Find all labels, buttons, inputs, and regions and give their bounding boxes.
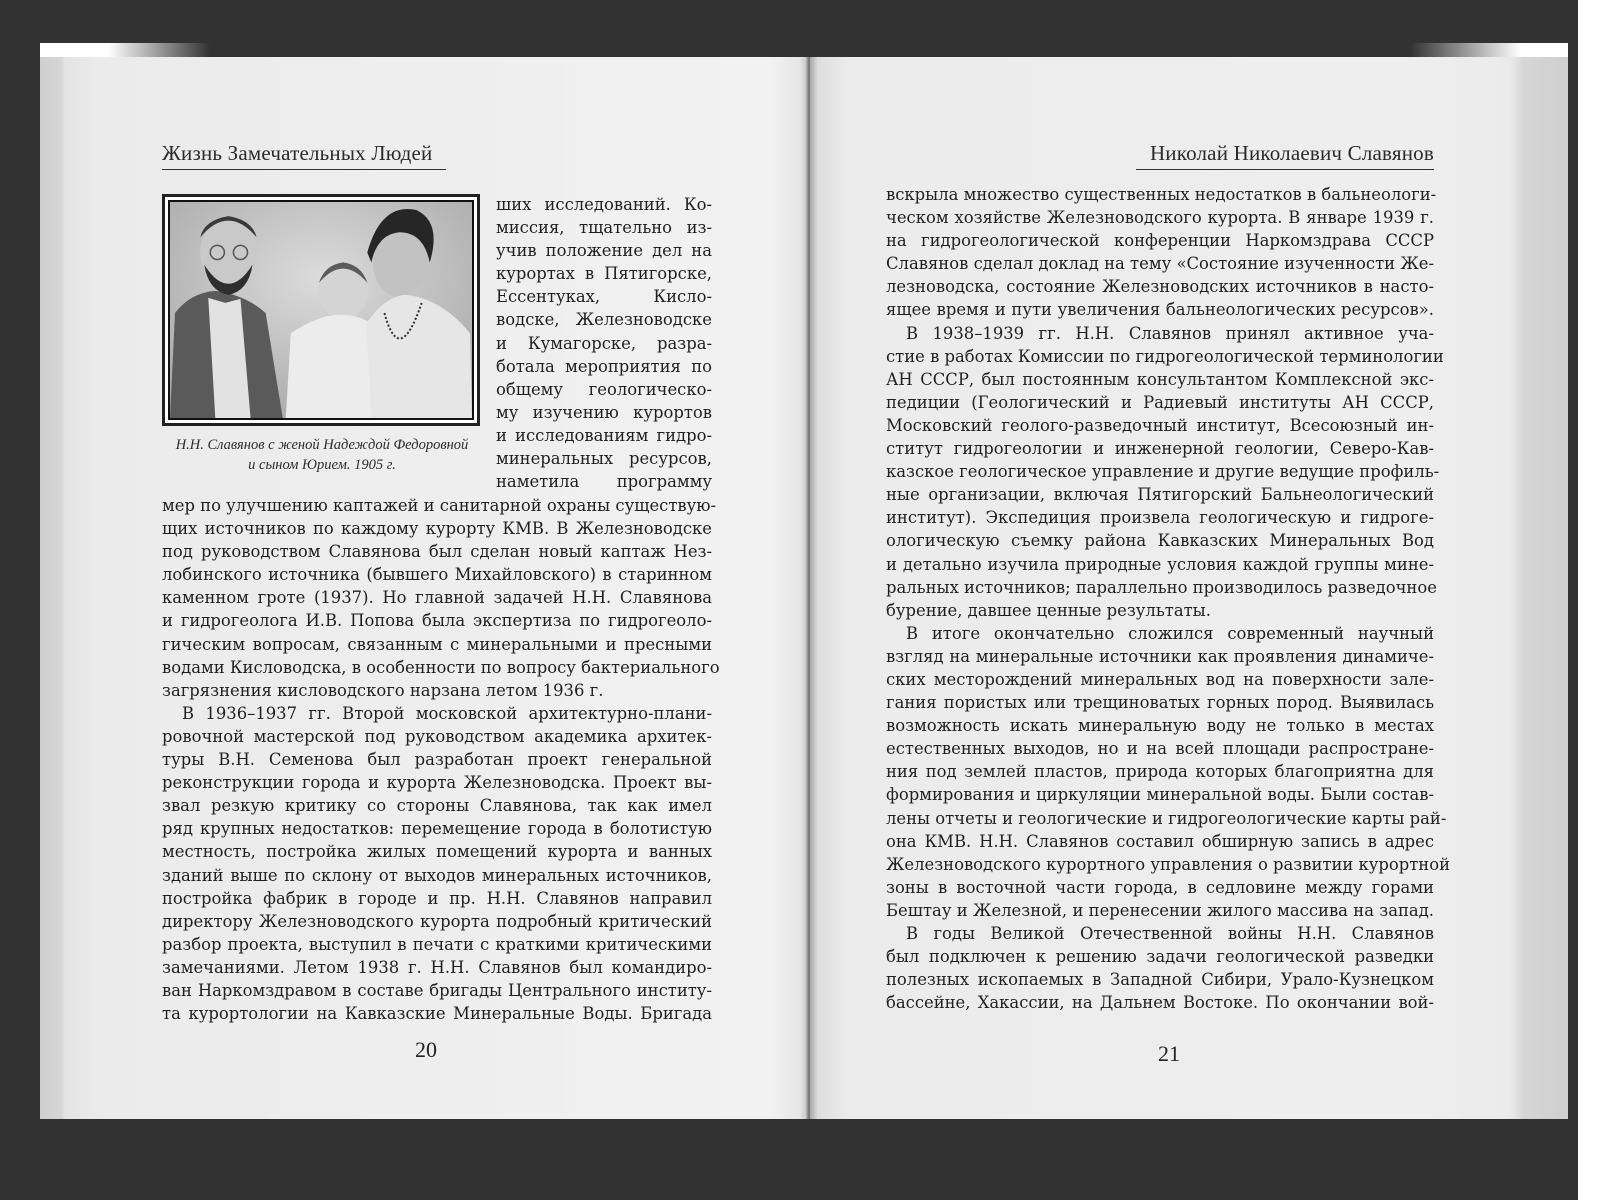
text-line: реконструкции города и курорта Железноводска. Проект вы-	[162, 773, 712, 793]
text-line: и гидрогеолога И.В. Попова была экспертиза по гидрогеоло-	[162, 611, 712, 631]
text-line: загрязнения кисловодского нарзана летом 1936 г.	[162, 680, 604, 700]
text-line: минеральных ресурсов,	[496, 449, 712, 469]
text-line: директору Железноводского курорта подробный критический	[162, 911, 712, 931]
text-line: му изучению курортов	[496, 402, 712, 422]
text-line: щих источников по каждому курорту КМВ. В Железноводске	[162, 519, 712, 539]
text-line: лобинского источника (бывшего Михайловского) в старинном	[162, 565, 712, 585]
text-line: туры В.Н. Семенова был разработан проект генеральной	[162, 750, 712, 770]
text-line: Славянов сделал доклад на тему «Состояние изученности Же-	[886, 254, 1434, 274]
text-line: Железноводского курортного управления о развитии курортной	[886, 854, 1451, 874]
text-line: Ессентуках, Кисло-	[496, 287, 712, 307]
text-line: В итоге окончательно сложился современный научный	[906, 623, 1434, 643]
column-text	[496, 193, 712, 493]
text-line: наметила программу	[496, 472, 712, 492]
text-line: на гидрогеологической конференции Наркомздрава СССР	[886, 231, 1434, 251]
text-line: ботала мероприятия по	[496, 356, 712, 376]
text-line: звал резкую критику со стороны Славянова, так как имел	[162, 796, 712, 816]
text-line: общему геологическо-	[496, 379, 712, 399]
page-number-right: 21	[1158, 1041, 1180, 1066]
caption-line-1: Н.Н. Славянов с женой Надеждой Федоровной	[175, 437, 469, 453]
text-line: ских месторождений минеральных вод на поверхности зале-	[886, 669, 1434, 689]
running-head-right: Николай Николаевич Славянов	[1136, 141, 1434, 170]
text-line: институт). Экспедиция произвела геологическую и гидроге-	[886, 508, 1434, 528]
text-line: возможность искать минеральную воду не только в местах	[886, 716, 1434, 736]
open-book	[40, 43, 1578, 1135]
text-line: и исследованиям гидро-	[496, 425, 712, 445]
text-line: ологическую съемку района Кавказских Минеральных Вод	[886, 531, 1434, 551]
text-line: педиции (Геологический и Радиевый институты АН СССР,	[886, 392, 1434, 412]
text-line: ститут гидрогеологии и инженерной геологии, Северо-Кав-	[886, 439, 1434, 459]
page-number-left: 20	[415, 1037, 437, 1062]
text-line: лезноводска, состояние Железноводских источников в насто-	[886, 277, 1434, 297]
text-line: разбор проекта, выступил в печати с краткими критическими	[162, 934, 712, 954]
text-line: ван Наркомздравом в составе бригады Центрального институ-	[162, 980, 712, 1000]
text-line: Московский геолого-разведочный институт, Всесоюзный ин-	[886, 415, 1434, 435]
text-line: ровочной мастерской под руководством академика архитек-	[162, 726, 712, 746]
text-line: ящее время и пути увеличения бальнеологических ресурсов».	[886, 300, 1434, 320]
text-line: естественных выходов, но и на всей площади распростране-	[886, 739, 1434, 759]
text-line: учив положение дел на	[496, 241, 712, 261]
text-line: и детально изучила природные условия каждой группы мине-	[886, 554, 1434, 574]
text-line: В годы Великой Отечественной войны Н.Н. Славянов	[906, 924, 1434, 943]
background-edge	[1578, 0, 1600, 1200]
body-text-left	[162, 494, 720, 1025]
right-page	[810, 57, 1568, 1119]
text-line: В 1936–1937 гг. Второй московской архитектурно-плани-	[182, 703, 712, 723]
text-line: водами Кисловодска, в особенности по вопросу бактериального	[162, 657, 720, 677]
text-line: и Кумагорске, разра-	[496, 333, 712, 353]
caption-line-2: и сыном Юрием. 1905 г.	[248, 457, 396, 473]
text-line: та курортологии на Кавказские Минеральные Воды. Бригада	[162, 1004, 712, 1024]
text-line: взгляд на минеральные источники как проявления динамиче-	[886, 646, 1434, 666]
text-line: бурение, давшее ценные результаты.	[886, 600, 1211, 620]
text-line: курортах в Пятигорске,	[496, 264, 712, 284]
text-line: гическим вопросам, связанным с минеральными и пресными	[162, 634, 712, 654]
text-line: ряд крупных недостатков: перемещение города в болотистую	[162, 819, 712, 839]
text-line: гания пористых или трещиноватых горных пород. Выявилась	[886, 693, 1434, 713]
text-line: Бештау и Железной, и перенесении жилого массива на запад.	[886, 900, 1434, 920]
text-line: формирования и циркуляции минеральной воды. Были состав-	[886, 785, 1434, 805]
text-line: зоны в восточной части города, в седловине между горами	[886, 877, 1434, 897]
text-line: вскрыла множество существенных недостатков в бальнеологи-	[886, 185, 1437, 204]
text-line: местность, постройка жилых помещений курорта и ванных	[162, 842, 712, 862]
photo-family-portrait	[168, 200, 474, 420]
text-line: В 1938–1939 гг. Н.Н. Славянов принял активное уча-	[906, 323, 1434, 343]
text-line: зданий выше по склону от выходов минеральных источников,	[162, 865, 712, 885]
text-line: водске, Железноводске	[496, 310, 712, 330]
text-line: миссия, тщательно из-	[496, 218, 712, 238]
text-line: был подключен к решению задачи геологической разведки	[886, 947, 1434, 967]
text-line: постройка фабрик в городе и пр. Н.Н. Славянов направил	[162, 888, 712, 908]
text-line: замечаниями. Летом 1938 г. Н.Н. Славянов был командиро-	[162, 957, 712, 977]
text-line: стие в работах Комиссии по гидрогеологической терминологии	[886, 346, 1444, 366]
body-text-right	[886, 183, 1451, 1014]
text-line: ческом хозяйстве Железноводского курорта. В январе 1939 г.	[886, 208, 1434, 228]
text-line: ния под землей пластов, природа которых благоприятна для	[886, 762, 1434, 782]
text-line: мер по улучшению каптажей и санитарной охраны существую-	[162, 496, 717, 515]
left-page	[40, 57, 810, 1119]
text-line: полезных ископаемых в Западной Сибири, Урало-Кузнецком	[886, 970, 1434, 990]
text-line: ших исследований. Ко-	[496, 195, 712, 214]
photo-frame	[162, 194, 480, 426]
text-line: ральных источников; параллельно производилось разведочное	[886, 577, 1437, 597]
running-head-left: Жизнь Замечательных Людей	[162, 141, 446, 170]
text-line: под руководством Славянова был сделан новый каптаж Нез-	[162, 542, 712, 562]
text-line: она КМВ. Н.Н. Славянов составил обширную запись в адрес	[886, 831, 1434, 851]
text-line: бассейне, Хакассии, на Дальнем Востоке. По окончании вой-	[886, 993, 1434, 1013]
text-line: казское геологическое управление и другие ведущие профиль-	[886, 462, 1440, 482]
text-line: каменном гроте (1937). Но главной задачей Н.Н. Славянова	[162, 588, 712, 608]
text-line: ные организации, включая Пятигорский Бальнеологический	[886, 485, 1434, 505]
text-line: лены отчеты и геологические и гидрогеологические карты рай-	[886, 808, 1447, 828]
photo-caption	[162, 435, 482, 475]
portrait-illustration-icon	[170, 202, 472, 418]
text-line: АН СССР, был постоянным консультантом Комплексной экс-	[886, 369, 1434, 389]
